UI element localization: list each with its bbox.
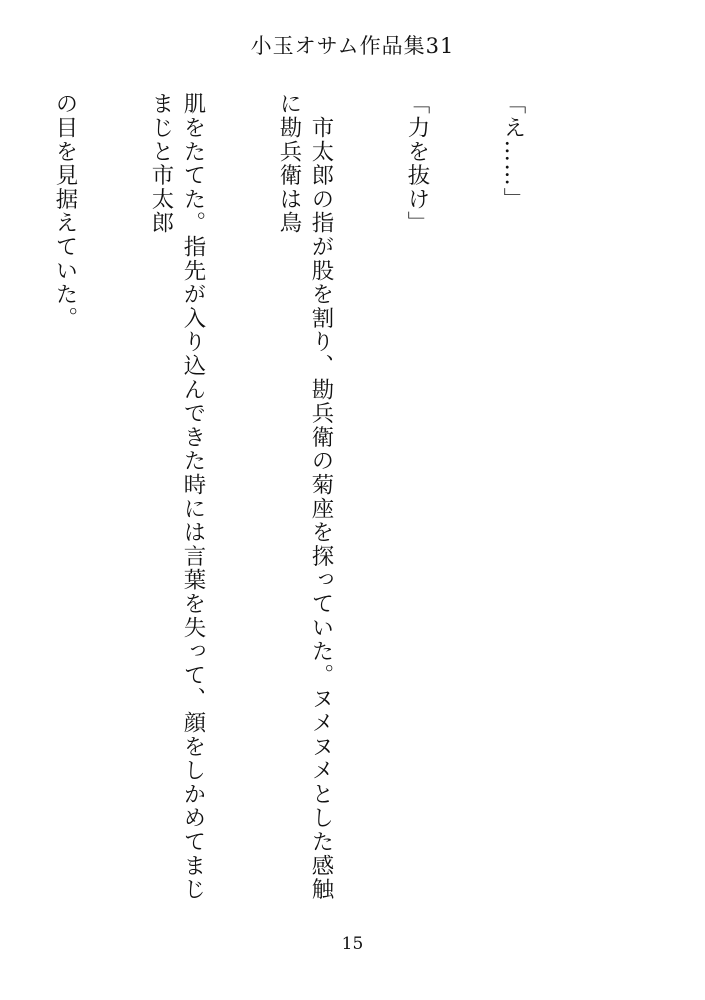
body-text	[52, 92, 593, 912]
page-title: 小玉オサム作品集31	[250, 34, 455, 58]
text-line: 市太郎の指が股を割り、勘兵衛の菊座を探っていた。ヌメヌメとした感触に勘兵衛は鳥	[276, 92, 334, 902]
text-line: 「力を抜け」	[404, 92, 430, 235]
text-line: 肌をたてた。指先が入り込んできた時には言葉を失って、顔をしかめてまじまじと市太郎	[148, 92, 206, 902]
page-number: 15	[341, 934, 364, 954]
text-line: の目を見据えていた。	[52, 92, 78, 330]
text-line: 「え……」	[500, 92, 526, 211]
